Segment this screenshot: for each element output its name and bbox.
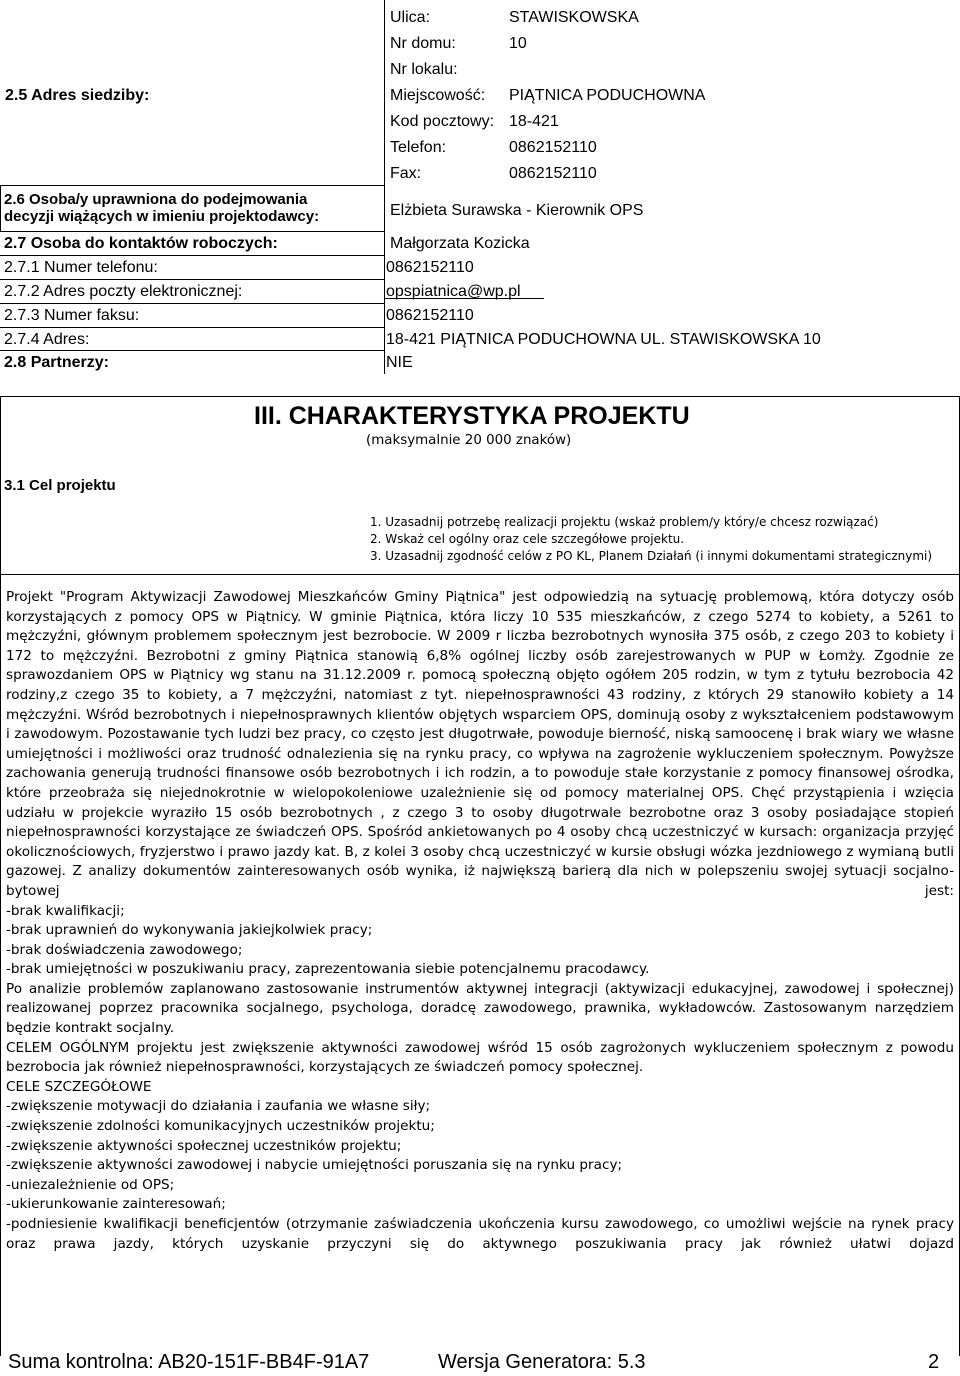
body-paragraph: CELEM OGÓLNYM projektu jest zwiększenie aktywności zawodowej wśród 15 osób zagrożonych wykluczeniem społecznym z powodu bezrobocia jak również niepełnosprawności, korzystających ze świadczeń pomocy społecznej. <box>6 1039 954 1076</box>
body-paragraph: Projekt "Program Aktywizacji Zawodowej Mieszkańców Gminy Piątnica" jest odpowiedzią na sytuację problemową, która dotyczy osób korzystających z pomocy OPS w Piątnicy. W gminie Piątnica, która liczy 10 535 mieszkańców, z czego 5274 to kobiety, a 5261 to mężczyźni, głównym problemem społecznym jest bezrobocie. W 2009 r liczba bezrobotnych wynosiła 375 osób, z czego 203 to kobiety i 172 to mężczyźni. Bezrobotni z gminy Piątnica stanowią 6,8% ogólnej liczby osób zarejestrowanych w PUP w Łomży. Zgodnie ze sprawozdaniem OPS w Piątnicy wg stanu na 31.12.2009 r. pomocą społeczną objęto ogółem 205 rodzin, w tym z tytułu bezrobocia 42 rodziny,z czego 35 to kobiety, a 7 mężczyźni, natomiast z tyt. niepełnosprawności 43 rodziny, z których 29 stanowiło kobiety a 14 mężczyźni. Wśród bezrobotnych i niepełnosprawnych klientów objętych wsparciem OPS, dominują osoby z wykształceniem podstawowym i zawodowym. Pozostawanie tych ludzi bez pracy, co często jest długotrwałe, powoduje bierność, niską samoocenę i brak wiary we własne umiejętności i możliwości oraz trudność odnalezienia się na rynku pracy, co wpływa na zagrożenie wykluczeniem społecznym. Powyższe zachowania generują trudności finansowe osób bezrobotnych i ich rodzin, a to powoduje stałe korzystanie z pomocy finansowej ośrodka, które przeobraża się niejednokrotnie w wielopokoleniowe uzależnienie się od pomocy materialnej OPS. Chęć przystąpienia i wzięcia udziału w projekcie wyraziło 15 osób bezrobotnych , z czego 3 to osoby długotrwale bezrobotne oraz 3 osoby posiadające stopień niepełnosprawności korzystające ze świadczeń OPS. Spośród ankietowanych po 4 osoby chcą uczestniczyć w kursach: organizacja przyjęć okolicznościowych, fryzjerstwo i prawo jazdy kat. B, z kolei 3 osoby chcą uczestniczyć w kursie obsługi wózka jezdniowego z wymianą butli gazowej. Z analizy dokumentów zainteresowanych osób wynika, iż największą barierą dla nich w polepszeniu swojej sytuacji socjalno-bytowej jest: <box>6 589 954 899</box>
contact-phone-label: 2.7.1 Numer telefonu: <box>4 259 158 276</box>
contact-fax-label: 2.7.3 Numer faksu: <box>4 307 140 324</box>
section-frame-top <box>0 396 960 397</box>
footer-page-number: 2 <box>928 1351 940 1373</box>
apartment-number-label: Nr lokalu: <box>390 61 458 78</box>
table-divider <box>0 185 1 231</box>
phone-value: 0862152110 <box>509 139 597 156</box>
postal-code-value: 18-421 <box>509 113 559 130</box>
table-divider <box>384 231 385 374</box>
contact-phone-value: 0862152110 <box>386 259 474 276</box>
table-divider <box>0 350 384 351</box>
body-list-item: -brak umiejętności w poszukiwaniu pracy, zaprezentowania siebie potencjalnemu pracodawcy. <box>6 961 650 978</box>
authorized-person-value: Elżbieta Surawska - Kierownik OPS <box>390 202 644 219</box>
instructions-divider <box>0 574 960 575</box>
footer-generator-version: Wersja Generatora: 5.3 <box>438 1351 646 1373</box>
contact-fax-value: 0862152110 <box>386 307 474 324</box>
partners-label: 2.8 Partnerzy: <box>4 354 109 371</box>
fax-value: 0862152110 <box>509 165 597 182</box>
body-list-item: -zwiększenie aktywności zawodowej i nabycie umiejętności poruszania się na rynku pracy; <box>6 1157 623 1174</box>
city-label: Miejscowość: <box>390 87 486 104</box>
city-value: PIĄTNICA PODUCHOWNA <box>509 87 706 104</box>
contact-address-value: 18-421 PIĄTNICA PODUCHOWNA UL. STAWISKOWSKA 10 <box>386 331 821 348</box>
contact-person-label: 2.7 Osoba do kontaktów roboczych: <box>4 235 278 252</box>
body-list-item: -brak uprawnień do wykonywania jakiejkolwiek pracy; <box>6 922 373 939</box>
street-value: STAWISKOWSKA <box>509 9 639 26</box>
body-list-item: -brak doświadczenia zawodowego; <box>6 941 243 958</box>
partners-value: NIE <box>386 354 413 371</box>
fax-label: Fax: <box>390 165 422 182</box>
contact-email-label: 2.7.2 Adres poczty elektronicznej: <box>4 283 243 300</box>
body-list-item: -zwiększenie zdolności komunikacyjnych uczestników projektu; <box>6 1118 435 1135</box>
table-divider <box>0 303 384 304</box>
house-number-label: Nr domu: <box>390 35 456 52</box>
body-paragraph: Po analizie problemów zaplanowano zastosowanie instrumentów aktywnej integracji (aktywizacji edukacyjnej, zawodowej i społecznej) realizowanej poprzez pracownika socjalnego, psychologa, doradcę zawodowego, prawnika, wykładowców. Zastosowanym narzędziem będzie kontrakt socjalny. <box>6 980 954 1037</box>
project-description <box>6 588 954 1254</box>
contact-email-value: opspiatnica@wp.pl <box>386 283 521 300</box>
goal-label: 3.1 Cel projektu <box>4 477 116 494</box>
body-list-item: -zwiększenie motywacji do działania i zaufania we własne siły; <box>6 1098 431 1115</box>
table-divider <box>384 0 385 186</box>
table-divider <box>0 185 384 186</box>
body-list-item: -podniesienie kwalifikacji beneficjentów (otrzymanie zaświadczenia ukończenia kursu zawodowego, co umożliwi wejście na rynek pracy oraz prawa jazdy, których uzyskanie przyczyni się do aktywnego poszukiwania pracy jak również ułatwi dojazd <box>6 1216 954 1252</box>
table-divider <box>0 279 384 280</box>
body-list-item: -ukierunkowanie zainteresowań; <box>6 1196 226 1213</box>
body-list-item: -zwiększenie aktywności społecznej uczestników projektu; <box>6 1137 402 1154</box>
body-list-item: -uniezależnienie od OPS; <box>6 1176 175 1193</box>
footer-checksum: Suma kontrolna: AB20-151F-BB4F-91A7 <box>8 1351 370 1373</box>
postal-code-label: Kod pocztowy: <box>390 113 495 130</box>
table-divider <box>384 185 385 231</box>
street-label: Ulica: <box>390 9 431 26</box>
instruction-item: 1. Uzasadnij potrzebę realizacji projektu (wskaż problem/y który/e chcesz rozwiązać) <box>370 515 879 529</box>
section-heading: III. CHARAKTERYSTYKA PROJEKTU <box>254 402 690 430</box>
authorized-label-line2: decyzji wiążących w imieniu projektodawcy: <box>4 208 320 225</box>
contact-address-label: 2.7.4 Adres: <box>4 331 90 348</box>
section-subheading: (maksymalnie 20 000 znaków) <box>366 433 572 448</box>
table-divider <box>0 255 384 256</box>
table-divider <box>0 231 384 232</box>
section-frame-left <box>0 396 1 1356</box>
body-subheading: CELE SZCZEGÓŁOWE <box>6 1078 152 1095</box>
instruction-item: 2. Wskaż cel ogólny oraz cele szczegółowe projektu. <box>370 532 685 546</box>
phone-label: Telefon: <box>390 139 447 156</box>
body-list-item: -brak kwalifikacji; <box>6 902 125 919</box>
table-divider <box>0 327 384 328</box>
address-section-label: 2.5 Adres siedziby: <box>5 87 150 104</box>
contact-person-value: Małgorzata Kozicka <box>390 235 530 252</box>
instruction-item: 3. Uzasadnij zgodność celów z PO KL, Planem Działań (i innymi dokumentami strategicznymi) <box>370 549 933 563</box>
house-number-value: 10 <box>509 35 527 52</box>
authorized-label-line1: 2.6 Osoba/y uprawniona do podejmowania <box>4 191 308 208</box>
